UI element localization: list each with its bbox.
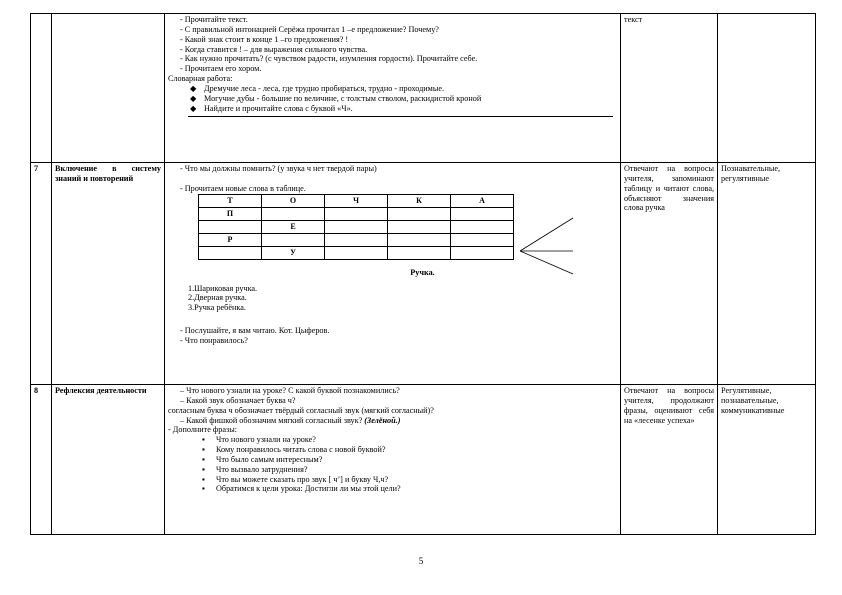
table-row: [31, 385, 816, 535]
letter-cell: Ч: [325, 194, 388, 207]
list-item: 2.Дверная ручка.: [188, 293, 247, 303]
stage-cell: Включение в систему знаний и повторений: [52, 163, 165, 385]
page-number: 5: [418, 556, 424, 566]
lesson-table: [30, 13, 816, 535]
uud-cell: [718, 14, 816, 163]
text-line: – Что нового узнали на уроке? С какой буквой познакомились?: [180, 386, 400, 395]
letter-cell: Р: [199, 233, 262, 246]
list-item: ◆ Могучие дубы - большие по величине, с толстым стволом, раскидистой кроной: [190, 93, 482, 103]
text-line: - Когда ставится ! – для выражения сильного чувства.: [180, 44, 368, 54]
text-line: – Какой фишкой обозначим мягкий согласный звук? (Зелёной.): [180, 415, 401, 425]
letter-table-block: [168, 194, 617, 260]
square-bullet-icon: ▪: [202, 474, 205, 484]
uud-cell: Регулятивные, познавательные, коммуникативные: [718, 385, 816, 535]
list-item: ◆ Дремучие леса - леса, где трудно пробираться, трудно - проходимые.: [190, 83, 445, 93]
letter-table: [198, 194, 514, 260]
square-bullet-icon: ▪: [202, 435, 205, 445]
teacher-activity-cell: [165, 163, 621, 385]
text-line: - Как нужно прочитать? (с чувством радости, изумления гордости). Прочитайте себе.: [180, 54, 478, 64]
text-line: - Дополните фразы:: [168, 425, 237, 435]
diamond-bullet-icon: ◆: [190, 103, 197, 113]
text-line: согласным буква ч обозначает твёрдый согласный звук (мягкий согласный)?: [168, 405, 434, 415]
branch-lines-icon: [515, 206, 585, 276]
letter-cell: П: [199, 207, 262, 220]
letter-cell: [325, 220, 388, 233]
vocabulary-heading: Словарная работа:: [168, 74, 233, 84]
list-item: 1.Шариковая ручка.: [188, 283, 258, 293]
letter-cell: А: [451, 194, 514, 207]
text-line: - Какой знак стоит в конце 1 –го предложения? !: [180, 34, 349, 44]
letter-cell: [325, 233, 388, 246]
text-line: - Прочитайте текст.: [180, 15, 248, 24]
letter-cell: [388, 233, 451, 246]
stage-cell: [52, 14, 165, 163]
square-bullet-icon: ▪: [202, 454, 205, 464]
text-line: - Что понравилось?: [180, 335, 248, 345]
students-activity-cell: Отвечают на вопросы учителя, продолжают фразы, оценивают себя на «лесенке успеха»: [621, 385, 718, 535]
letter-cell: [199, 246, 262, 259]
letter-cell: [451, 246, 514, 259]
row-number-cell: 8: [31, 385, 52, 535]
letter-cell: [388, 220, 451, 233]
letter-cell: [199, 220, 262, 233]
text-line: - Прочитаем новые слова в таблице.: [180, 183, 306, 193]
letter-cell: О: [262, 194, 325, 207]
letter-cell: [325, 246, 388, 259]
row-number-cell: 7: [31, 163, 52, 385]
list-item: ▪ Что вы можете сказать про звук [ ч’] и букву Ч,ч?: [202, 474, 389, 484]
list-item: ◆ Найдите и прочитайте слова с буквой «Ч».: [190, 103, 353, 113]
word-caption: Ручка.: [410, 267, 435, 277]
letter-cell: [388, 246, 451, 259]
letter-cell: [262, 233, 325, 246]
letter-cell: Т: [199, 194, 262, 207]
letter-cell: У: [262, 246, 325, 259]
list-item: 3.Ручка ребёнка.: [188, 303, 246, 313]
list-item: ▪ Обратимся к цели урока: Достигли ли мы этой цели?: [202, 484, 401, 494]
list-item: ▪ Кому понравилось читать слова с новой буквой?: [202, 445, 386, 455]
students-activity-cell: текст: [621, 14, 718, 163]
uud-cell: Познавательные, регулятивные: [718, 163, 816, 385]
letter-cell: [262, 207, 325, 220]
square-bullet-icon: ▪: [202, 445, 205, 455]
list-item: ▪ Что нового узнали на уроке?: [202, 435, 316, 445]
text-line: - С правильной интонацией Серёжа прочитал 1 –е предложение? Почему?: [180, 24, 439, 34]
table-row: [31, 14, 816, 163]
letter-cell: [451, 207, 514, 220]
row-number-cell: [31, 14, 52, 163]
letter-cell: К: [388, 194, 451, 207]
stage-cell: Рефлексия деятельности: [52, 385, 165, 535]
letter-cell: [451, 233, 514, 246]
letter-cell: [451, 220, 514, 233]
diamond-bullet-icon: ◆: [190, 93, 197, 103]
table-row: [31, 163, 816, 385]
letter-cell: [388, 207, 451, 220]
text-line: - Что мы должны помнить? (у звука ч нет твердой пары): [180, 164, 377, 173]
letter-cell: Е: [262, 220, 325, 233]
square-bullet-icon: ▪: [202, 484, 205, 494]
teacher-activity-cell: [165, 14, 621, 163]
diamond-bullet-icon: ◆: [190, 83, 197, 93]
square-bullet-icon: ▪: [202, 464, 205, 474]
students-activity-cell: Отвечают на вопросы учителя, запоминают таблицу и читают слова, объясняют значения слова ручка: [621, 163, 718, 385]
letter-cell: [325, 207, 388, 220]
teacher-activity-cell: [165, 385, 621, 535]
text-line: - Послушайте, я вам читаю. Кот. Цыферов.: [180, 326, 330, 336]
text-line: – Какой звук обозначает буква ч?: [180, 395, 296, 405]
list-item: ▪ Что вызвало затруднения?: [202, 464, 308, 474]
divider: [188, 116, 613, 117]
list-item: ▪ Что было самым интересным?: [202, 454, 323, 464]
text-line: - Прочитаем его хором.: [180, 64, 262, 74]
